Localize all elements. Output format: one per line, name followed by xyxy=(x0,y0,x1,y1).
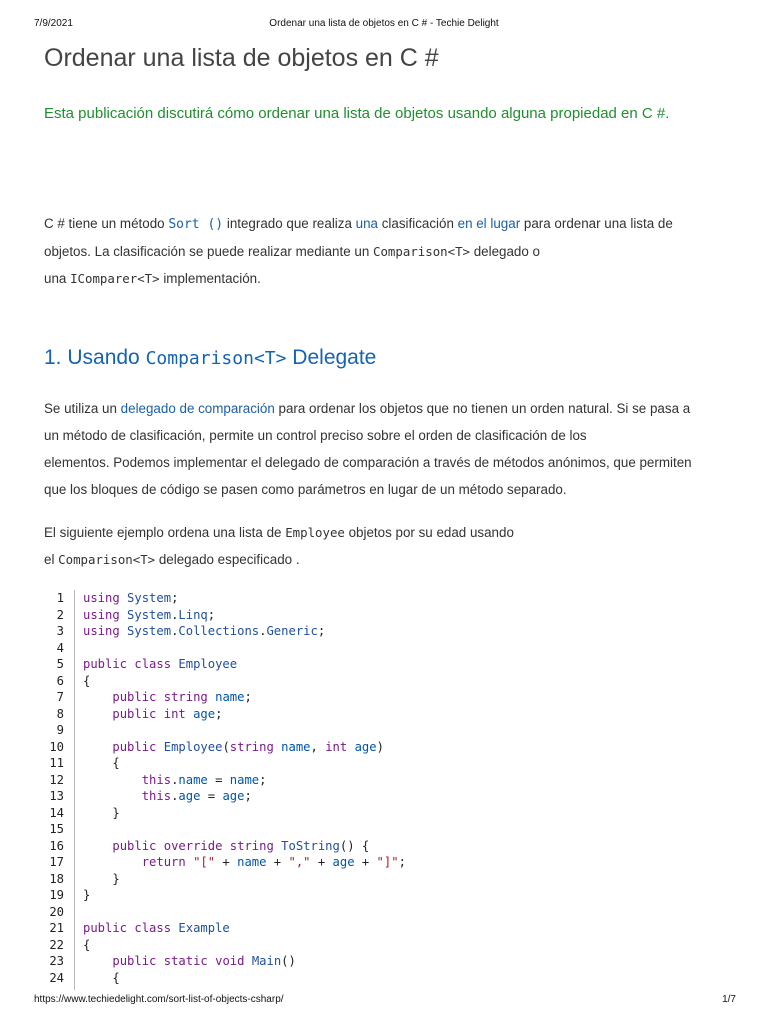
code-line: return "[" + name + "," + age + "]"; xyxy=(141,855,406,869)
paragraph-line xyxy=(44,519,734,546)
line-number: 1 xyxy=(56,591,64,605)
line-number: 24 xyxy=(49,970,64,985)
code-line: { xyxy=(83,756,120,770)
section-code: Comparison<T> xyxy=(145,348,287,369)
code-line: } xyxy=(83,888,91,902)
line-number: 8 xyxy=(56,706,64,721)
text: Se utiliza un xyxy=(44,401,121,416)
line-number: 15 xyxy=(49,822,64,836)
line-number: 14 xyxy=(49,805,64,820)
line-number: 7 xyxy=(56,690,64,704)
text: para ordenar los objetos que no tienen un orden natural. Si se pasa a xyxy=(274,401,691,416)
print-url: https://www.techiedelight.com/sort-list-of-objects-csharp/ xyxy=(34,994,284,1005)
paragraph-line xyxy=(44,265,734,292)
code-line xyxy=(83,722,406,739)
code-line: } xyxy=(83,871,120,886)
paragraph-line: que los bloques de código se pasen como parámetros en lugar de un método separado. xyxy=(44,482,567,497)
una-link[interactable]: una xyxy=(355,216,378,231)
section-number: 1. xyxy=(44,346,62,369)
paragraph-line: un método de clasificación, permite un control preciso sobre el orden de clasificación de los xyxy=(44,428,587,443)
line-number: 3 xyxy=(56,624,64,638)
sort-method-link[interactable]: Sort () xyxy=(168,217,224,232)
code-line: using System.Collections.Generic; xyxy=(83,624,326,638)
code-lines xyxy=(83,590,406,986)
code-line: this.name = name; xyxy=(141,772,267,787)
text: objetos. La clasificación se puede realizar mediante un xyxy=(44,244,374,259)
line-number: 6 xyxy=(56,673,64,688)
line-number: 12 xyxy=(49,772,64,787)
inline-code-comparison: Comparison<T> xyxy=(373,244,470,259)
code-line: public Employee(string name, int age) xyxy=(112,739,384,754)
print-page-count: 1/7 xyxy=(722,994,736,1005)
line-number: 9 xyxy=(56,723,64,737)
line-number-gutter xyxy=(44,590,75,990)
page-title: Ordenar una lista de objetos en C # xyxy=(44,44,439,72)
line-number: 19 xyxy=(49,888,64,902)
line-number: 13 xyxy=(49,789,64,803)
line-number: 10 xyxy=(49,739,64,754)
paragraph-example xyxy=(44,519,734,573)
line-number: 21 xyxy=(49,921,64,935)
paragraph-line xyxy=(44,210,734,238)
paragraph-line: elementos. Podemos implementar el delegado de comparación a través de métodos anónimos, que permiten xyxy=(44,455,692,470)
text: objetos por su edad usando xyxy=(344,525,514,540)
code-line: public static void Main() xyxy=(112,954,296,968)
print-page-title: Ordenar una lista de objetos en C # - Techie Delight xyxy=(269,18,499,29)
code-line: public int age; xyxy=(112,706,223,721)
text: para ordenar una lista de xyxy=(520,216,673,231)
section-heading-comparison-delegate xyxy=(44,346,376,370)
text: el xyxy=(44,552,59,567)
text: C # tiene un método xyxy=(44,216,169,231)
code-line: public override string ToString() { xyxy=(112,838,370,853)
code-line: using System.Linq; xyxy=(83,607,216,622)
text: implementación. xyxy=(159,271,261,286)
paragraph-line xyxy=(44,546,734,573)
print-footer xyxy=(0,994,768,1008)
code-line xyxy=(83,821,406,838)
print-header xyxy=(0,18,768,32)
text: El siguiente ejemplo ordena una lista de xyxy=(44,525,286,540)
code-block xyxy=(44,590,734,990)
text: integrado que realiza xyxy=(223,216,356,231)
code-line: public class Employee xyxy=(83,657,238,671)
code-line: using System; xyxy=(83,591,179,605)
line-number: 23 xyxy=(49,954,64,968)
code-line: this.age = age; xyxy=(141,789,252,803)
line-number: 16 xyxy=(49,838,64,853)
text: clasificación xyxy=(377,216,458,231)
text: una xyxy=(44,271,71,286)
code-line: } xyxy=(83,805,120,820)
inline-code-employee: Employee xyxy=(285,525,345,540)
code-line: public class Example xyxy=(83,921,230,935)
section-text: Usando xyxy=(61,346,146,369)
line-number: 20 xyxy=(49,904,64,919)
inline-code-comparison: Comparison<T> xyxy=(58,552,156,567)
line-number: 22 xyxy=(49,937,64,952)
paragraph-line xyxy=(44,395,734,422)
paragraph-line xyxy=(44,238,734,265)
code-line xyxy=(83,904,406,921)
intro-text: Esta publicación discutirá cómo ordenar una lista de objetos usando alguna propiedad en C #. xyxy=(44,105,670,122)
paragraph-comparison-delegate xyxy=(44,395,734,503)
en-el-lugar-link[interactable]: en el lugar xyxy=(457,216,521,231)
code-line: { xyxy=(83,673,91,688)
code-line: public string name; xyxy=(112,690,252,704)
text: delegado o xyxy=(470,244,540,259)
line-number: 17 xyxy=(49,855,64,869)
line-number: 18 xyxy=(49,871,64,886)
line-number: 4 xyxy=(56,640,64,655)
line-number: 11 xyxy=(49,756,64,770)
line-number: 2 xyxy=(56,607,64,622)
print-date: 7/9/2021 xyxy=(34,18,73,29)
paragraph-sort-method xyxy=(44,210,734,292)
line-number: 5 xyxy=(56,657,64,671)
code-line: { xyxy=(83,970,120,985)
delegado-de-comparacion-link[interactable]: delegado de comparación xyxy=(120,401,275,416)
code-line xyxy=(83,640,406,657)
code-line: { xyxy=(83,937,91,952)
inline-code-icomparer: IComparer<T> xyxy=(70,271,160,286)
text: delegado especificado . xyxy=(155,552,300,567)
section-text: Delegate xyxy=(286,346,377,369)
